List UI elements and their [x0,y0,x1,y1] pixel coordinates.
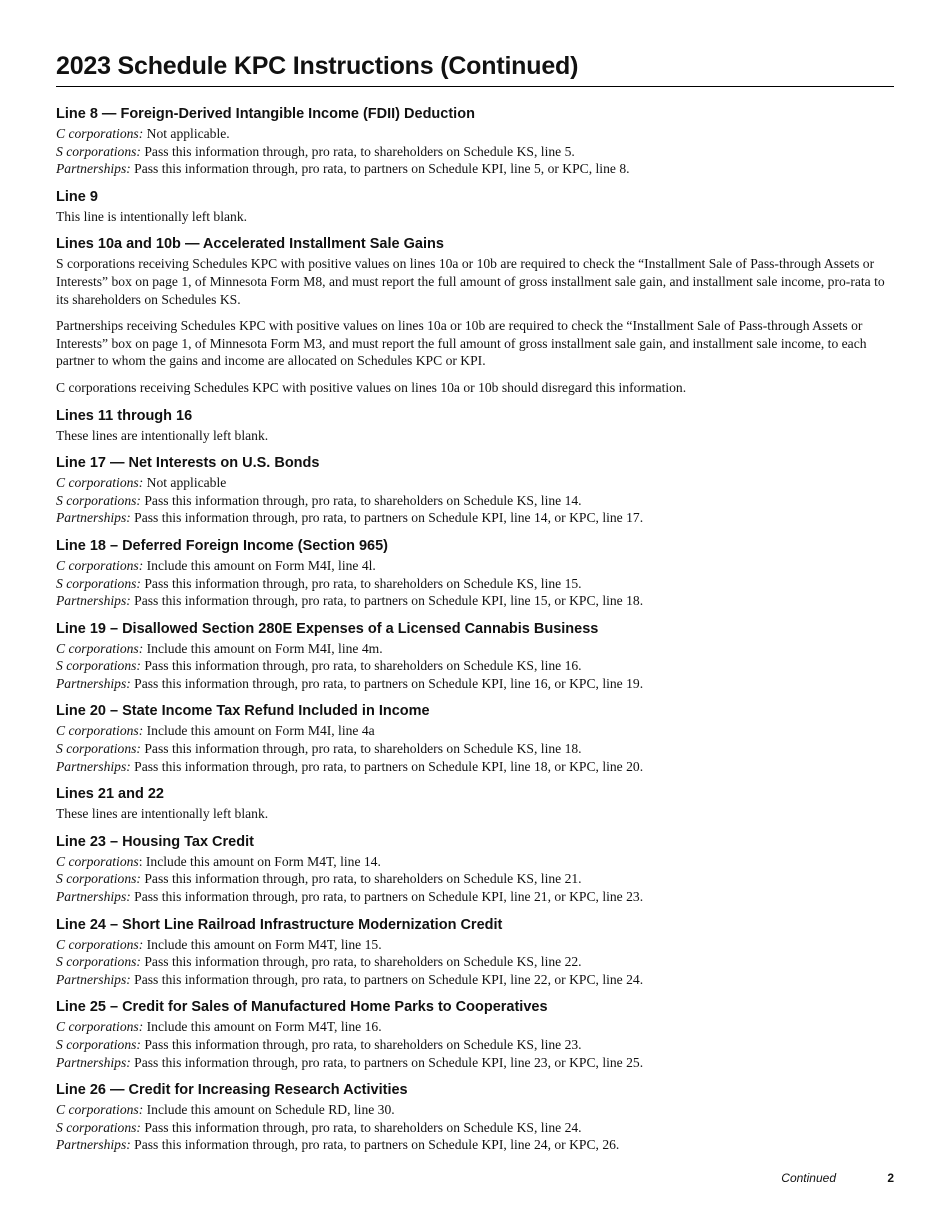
instruction-text: Include this amount on Form M4I, line 4a [143,723,375,739]
entity-instruction-line [56,936,894,954]
instruction-text: Pass this information through, pro rata, to shareholders on Schedule KS, line 18. [140,741,582,757]
instruction-section [56,536,894,610]
entity-instruction-line [56,509,894,527]
body-paragraph: Partnerships receiving Schedules KPC with positive values on lines 10a or 10b are required to check the “Installment Sale of Pass-through Assets or Interests” box on page 1, of Minnesota Form M3, and must report the full amount of gross installment sale gain, and installment sale income, to each partner to whom the gains and income are allocated on Schedules KPC or KPI. [56,318,867,369]
entity-type-label: S corporations: [56,492,141,508]
instruction-text: Pass this information through, pro rata, to shareholders on Schedule KS, line 22. [140,954,582,970]
body-paragraph: C corporations receiving Schedules KPC with positive values on lines 10a or 10b should disregard this information. [56,379,687,395]
entity-type-label: C corporations: [56,723,144,739]
entity-instruction-line [56,1119,894,1137]
entity-type-label: C corporations: [56,1102,144,1118]
entity-instruction-line [56,675,894,693]
instruction-section [56,1080,894,1154]
entity-type-label: Partnerships: [56,1054,131,1070]
instruction-section [56,915,894,989]
entity-type-label: Partnerships: [56,971,131,987]
instruction-section [56,187,894,226]
sections-container [56,104,894,1154]
page-title: 2023 Schedule KPC Instructions (Continued) [56,52,894,87]
entity-type-label: S corporations: [56,1119,141,1135]
page-number: 2 [887,1171,894,1185]
instruction-text: Not applicable [143,475,227,491]
entity-type-label: S corporations: [56,954,141,970]
entity-type-label: Partnerships: [56,510,131,526]
entity-type-label: Partnerships: [56,889,131,905]
entity-type-label: C corporations: [56,475,144,491]
entity-type-label: C corporations: [56,936,144,952]
entity-type-label: Partnerships: [56,758,131,774]
section-heading: Line 25 – Credit for Sales of Manufactured Home Parks to Cooperatives [56,999,548,1016]
entity-type-label: S corporations: [56,1037,141,1052]
instruction-section [56,701,894,775]
entity-instruction-line [56,853,894,871]
instruction-section [56,234,894,396]
body-paragraph: These lines are intentionally left blank. [56,427,269,443]
entity-type-label: S corporations: [56,575,141,591]
instruction-text: Pass this information through, pro rata, to partners on Schedule KPI, line 22, or KPC, line 24. [130,971,644,987]
body-paragraph: S corporations receiving Schedules KPC with positive values on lines 10a or 10b are required to check the “Installment Sale of Pass-through Assets or Interests” box on page 1, of Minnesota Form M8, and must report the full amount of gross installment sale gain, and installment sale income, pro-rata to its shareholders on Schedules KS. [56,256,885,307]
instruction-section [56,784,894,823]
instruction-text: Include this amount on Schedule RD, line 30. [143,1102,395,1118]
entity-instruction-line [56,160,894,178]
entity-instruction-line [56,492,894,510]
entity-type-label: S corporations: [56,741,141,757]
instruction-section [56,104,894,178]
section-heading: Line 20 – State Income Tax Refund Included in Income [56,703,430,720]
entity-instruction-line [56,953,894,971]
instruction-section [56,997,894,1071]
entity-type-label: C corporations: [56,1019,144,1035]
instruction-section [56,619,894,693]
entity-type-label: C corporations [56,853,139,869]
section-heading: Line 26 — Credit for Increasing Research Activities [56,1082,408,1099]
body-paragraph: These lines are intentionally left blank. [56,806,269,822]
instruction-text: Pass this information through, pro rata, to shareholders on Schedule KS, line 5. [140,143,575,159]
entity-instruction-line [56,758,894,776]
instruction-text: Pass this information through, pro rata, to shareholders on Schedule KS, line 21. [140,871,582,887]
entity-instruction-line [56,640,894,658]
entity-instruction-line [56,971,894,989]
section-heading: Line 18 – Deferred Foreign Income (Section 965) [56,537,388,554]
section-heading: Line 17 — Net Interests on U.S. Bonds [56,455,320,472]
instruction-text: Pass this information through, pro rata, to partners on Schedule KPI, line 14, or KPC, line 17. [130,510,644,526]
entity-instruction-line [56,1054,894,1072]
entity-instruction-line [56,557,894,575]
instruction-text: Not applicable. [143,126,230,141]
section-heading: Line 9 [56,188,98,205]
section-heading: Line 23 – Housing Tax Credit [56,833,254,850]
section-heading: Line 19 – Disallowed Section 280E Expenses of a Licensed Cannabis Business [56,620,599,637]
instruction-text: Pass this information through, pro rata, to partners on Schedule KPI, line 21, or KPC, line 23. [130,889,644,905]
entity-instruction-line [56,740,894,758]
instruction-text: Pass this information through, pro rata, to partners on Schedule KPI, line 23, or KPC, line 25. [130,1054,644,1070]
instruction-text: Pass this information through, pro rata, to partners on Schedule KPI, line 5, or KPC, line 8. [130,161,630,177]
instruction-section [56,453,894,527]
entity-instruction-line [56,592,894,610]
instruction-text: Pass this information through, pro rata, to partners on Schedule KPI, line 24, or KPC, 26. [130,1137,620,1153]
instruction-text: Include this amount on Form M4T, line 15. [143,936,382,952]
entity-instruction-line [56,657,894,675]
section-heading: Lines 11 through 16 [56,407,193,424]
entity-instruction-line [56,1036,894,1054]
instruction-text: Include this amount on Form M4T, line 16. [143,1019,382,1035]
instruction-text: Pass this information through, pro rata, to partners on Schedule KPI, line 18, or KPC, line 20. [130,758,644,774]
entity-instruction-line [56,474,894,492]
instruction-text: Pass this information through, pro rata, to shareholders on Schedule KS, line 14. [140,492,582,508]
entity-instruction-line [56,888,894,906]
entity-instruction-line [56,1101,894,1119]
instruction-section [56,406,894,445]
instruction-section [56,832,894,906]
body-paragraph: This line is intentionally left blank. [56,208,248,224]
instruction-text: Pass this information through, pro rata, to shareholders on Schedule KS, line 16. [140,658,582,674]
section-heading: Line 24 – Short Line Railroad Infrastructure Modernization Credit [56,916,503,933]
instruction-text: Pass this information through, pro rata, to partners on Schedule KPI, line 15, or KPC, line 18. [130,593,644,609]
entity-type-label: Partnerships: [56,675,131,691]
entity-type-label: Partnerships: [56,1137,131,1153]
entity-instruction-line [56,1018,894,1036]
entity-instruction-line [56,575,894,593]
entity-type-label: S corporations: [56,143,141,159]
entity-type-label: S corporations: [56,871,141,887]
entity-instruction-line [56,143,894,161]
section-heading: Lines 10a and 10b — Accelerated Installment Sale Gains [56,236,444,253]
entity-type-label: Partnerships: [56,161,131,177]
section-heading: Lines 21 and 22 [56,786,164,803]
document-page [56,0,894,1185]
entity-instruction-line [56,125,894,143]
entity-type-label: C corporations: [56,557,144,573]
instruction-text: Pass this information through, pro rata, to partners on Schedule KPI, line 16, or KPC, line 19. [130,675,644,691]
entity-instruction-line [56,722,894,740]
entity-instruction-line [56,870,894,888]
section-heading: Line 8 — Foreign-Derived Intangible Income (FDII) Deduction [56,106,475,122]
entity-type-label: C corporations: [56,126,144,141]
instruction-text: Pass this information through, pro rata, to shareholders on Schedule KS, line 23. [140,1037,582,1052]
instruction-text: Include this amount on Form M4I, line 4l. [143,557,376,573]
continued-label: Continued [781,1171,836,1185]
entity-type-label: Partnerships: [56,593,131,609]
instruction-text: : Include this amount on Form M4T, line 14. [138,853,381,869]
instruction-text: Pass this information through, pro rata, to shareholders on Schedule KS, line 15. [140,575,582,591]
instruction-text: Pass this information through, pro rata, to shareholders on Schedule KS, line 24. [140,1119,582,1135]
entity-type-label: C corporations: [56,640,144,656]
entity-instruction-line [56,1136,894,1154]
entity-type-label: S corporations: [56,658,141,674]
instruction-text: Include this amount on Form M4I, line 4m. [143,640,383,656]
